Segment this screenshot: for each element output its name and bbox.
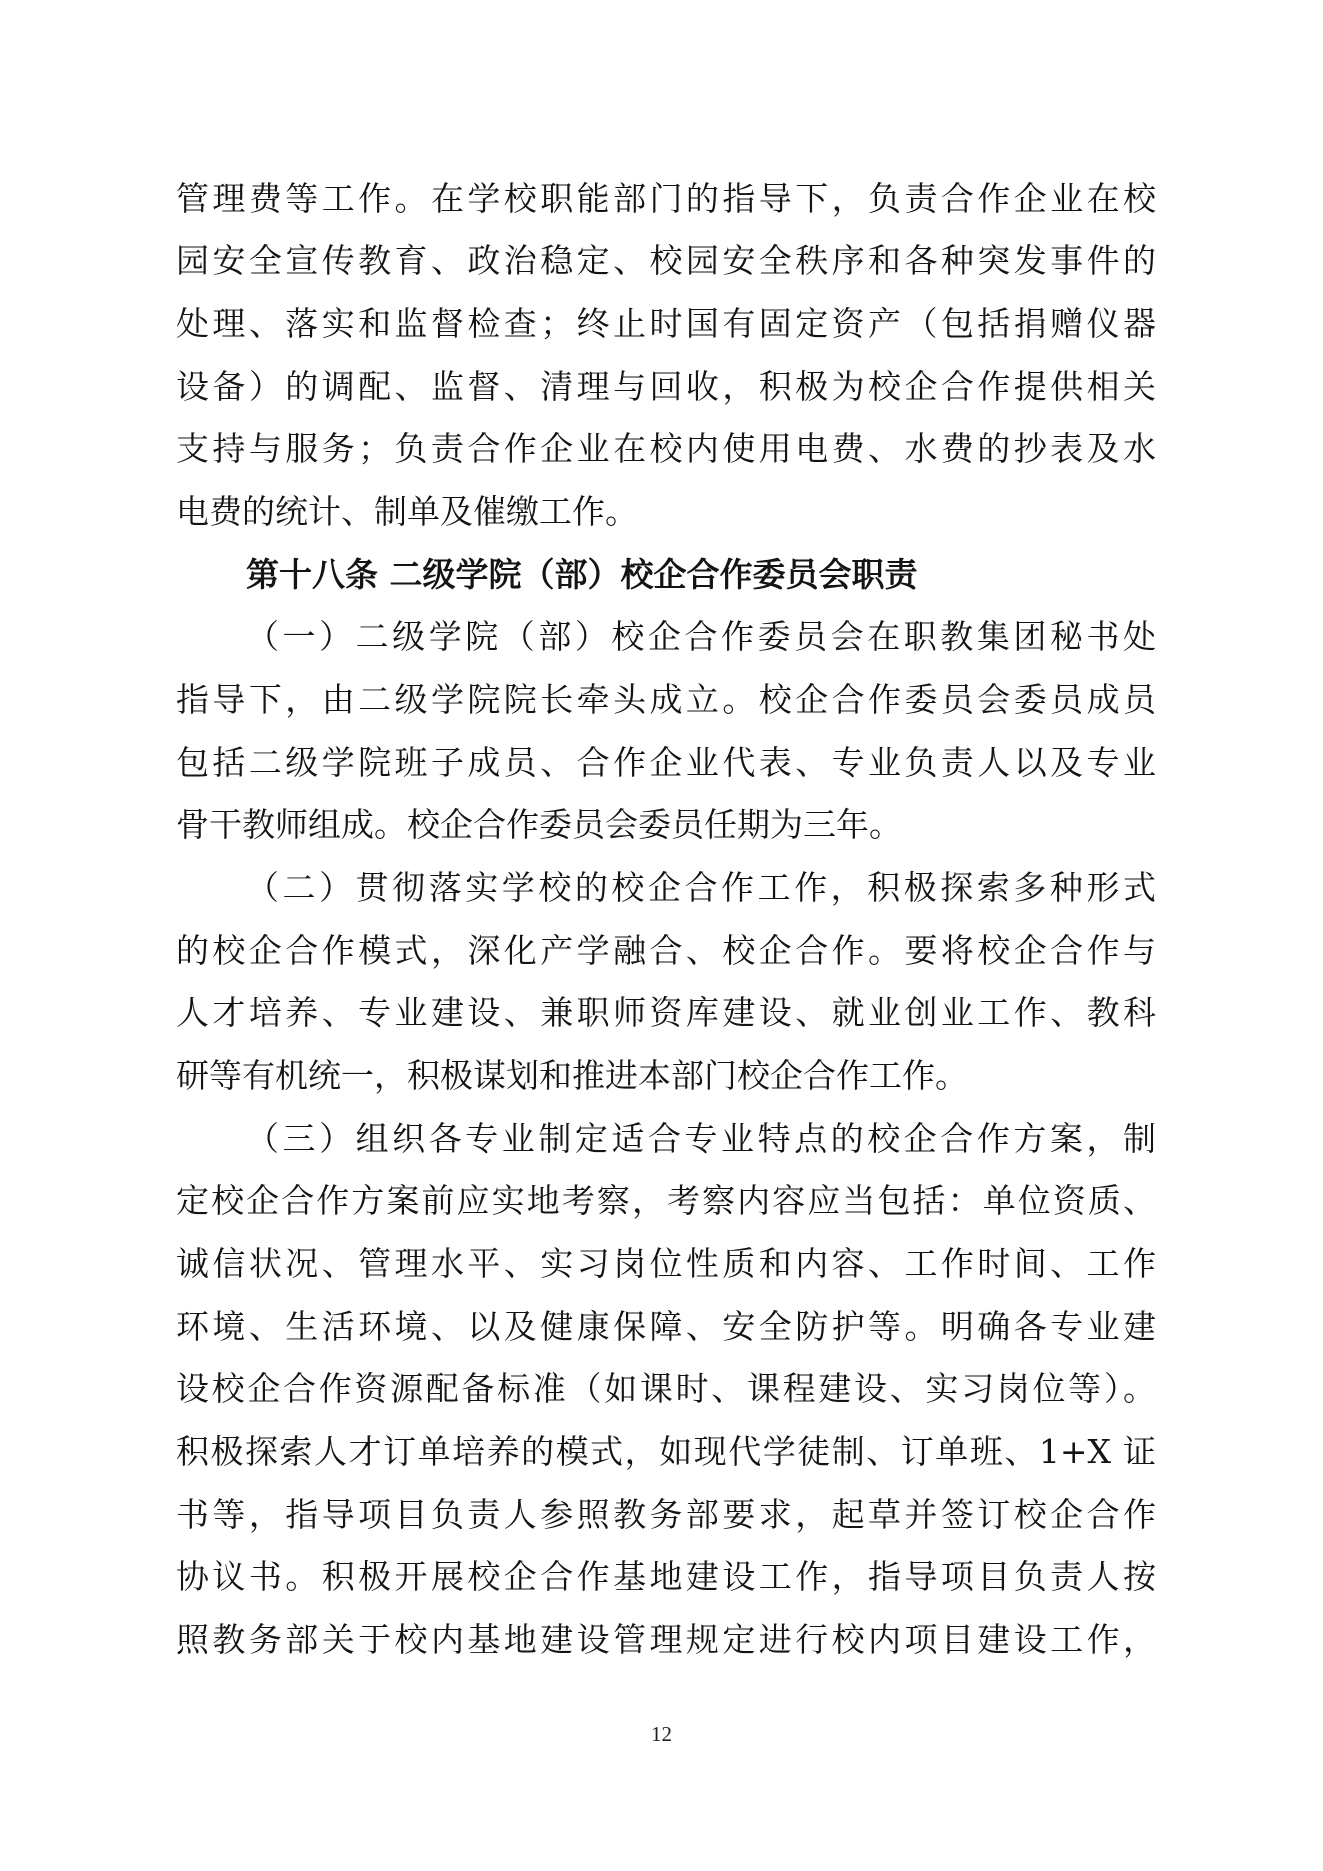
article-heading: 第十八条 二级学院（部）校企合作委员会职责: [246, 555, 918, 594]
text-line: 园安全宣传教育、政治稳定、校园安全秩序和各种突发事件的: [176, 241, 1156, 280]
text-line: 指导下，由二级学院院长牵头成立。校企合作委员会委员成员: [176, 680, 1156, 719]
text-line: 环境、生活环境、以及健康保障、安全防护等。明确各专业建: [176, 1307, 1156, 1346]
text-line: 电费的统计、制单及催缴工作。: [176, 492, 638, 531]
text-line: 积极探索人才订单培养的模式，如现代学徒制、订单班、1+X 证: [176, 1432, 1156, 1471]
text-line: 设校企合作资源配备标准（如课时、课程建设、实习岗位等）。: [176, 1369, 1156, 1408]
text-line: 定校企合作方案前应实地考察，考察内容应当包括：单位资质、: [176, 1181, 1156, 1220]
text-line: 管理费等工作。在学校职能部门的指导下，负责合作企业在校: [176, 179, 1156, 218]
text-line: 的校企合作模式，深化产学融合、校企合作。要将校企合作与: [176, 931, 1156, 970]
text-line: 诚信状况、管理水平、实习岗位性质和内容、工作时间、工作: [176, 1244, 1156, 1283]
text-line: 研等有机统一，积极谋划和推进本部门校企合作工作。: [176, 1056, 968, 1095]
text-line: 照教务部关于校内基地建设管理规定进行校内项目建设工作，: [176, 1620, 1156, 1659]
text-line: 支持与服务；负责合作企业在校内使用电费、水费的抄表及水: [176, 429, 1156, 468]
text-line: 人才培养、专业建设、兼职师资库建设、就业创业工作、教科: [176, 993, 1156, 1032]
text-line: 协议书。积极开展校企合作基地建设工作，指导项目负责人按: [176, 1557, 1156, 1596]
page-number: 12: [651, 1722, 672, 1746]
text-line: （二）贯彻落实学校的校企合作工作，积极探索多种形式: [246, 868, 1156, 907]
text-line: 设备）的调配、监督、清理与回收，积极为校企合作提供相关: [176, 367, 1156, 406]
text-line: 处理、落实和监督检查；终止时国有固定资产（包括捐赠仪器: [176, 304, 1156, 343]
text-line: 书等，指导项目负责人参照教务部要求，起草并签订校企合作: [176, 1495, 1156, 1534]
text-line: （一）二级学院（部）校企合作委员会在职教集团秘书处: [246, 617, 1156, 656]
text-line: 包括二级学院班子成员、合作企业代表、专业负责人以及专业: [176, 743, 1156, 782]
text-line: （三）组织各专业制定适合专业特点的校企合作方案，制: [246, 1119, 1156, 1158]
text-line: 骨干教师组成。校企合作委员会委员任期为三年。: [176, 805, 902, 844]
